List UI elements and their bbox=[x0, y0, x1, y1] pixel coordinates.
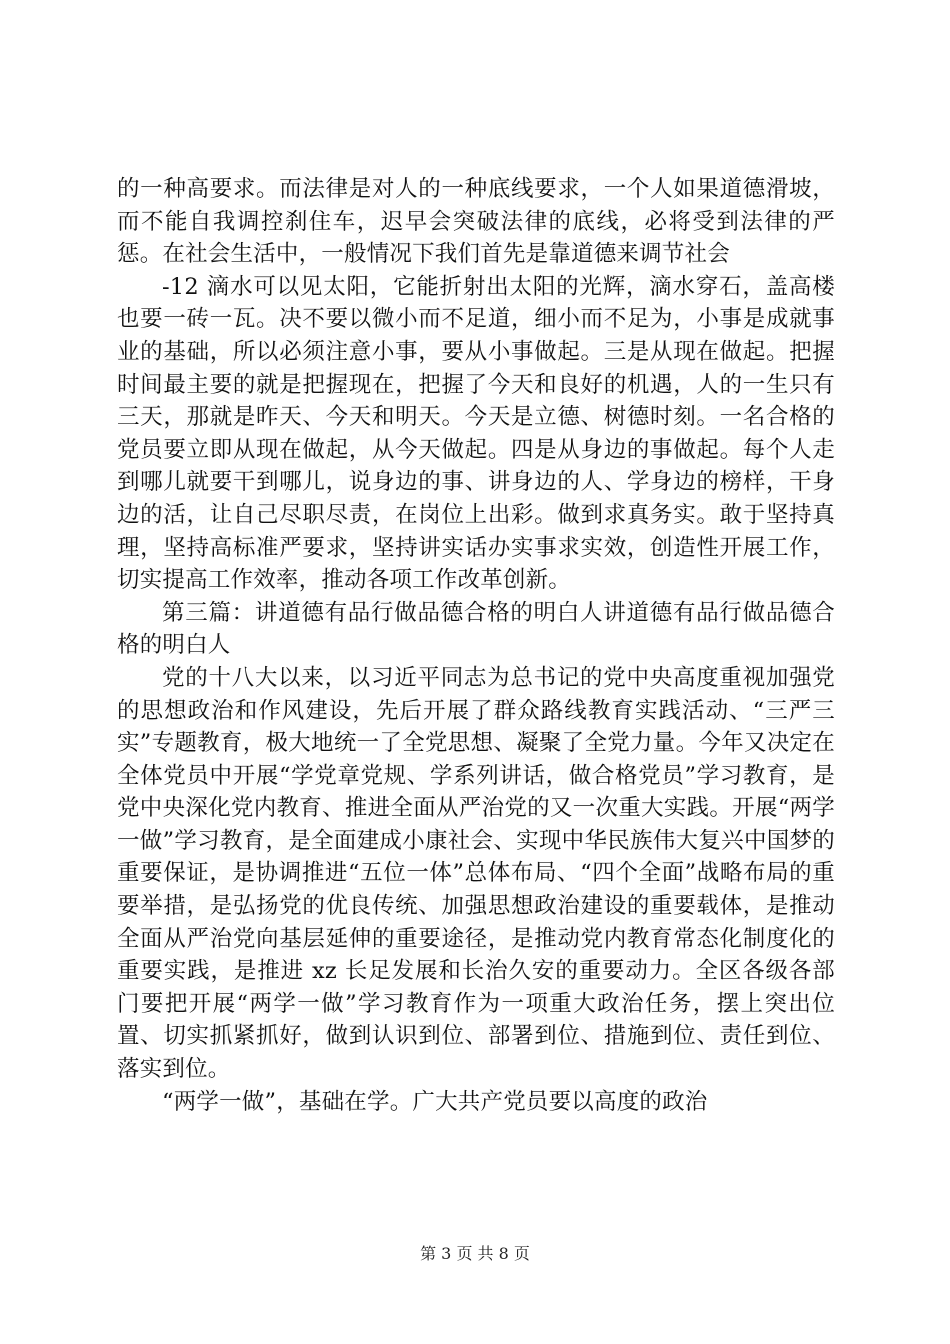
document-body bbox=[117, 173, 835, 1118]
page-footer: 第 3 页 共 8 页 bbox=[420, 1244, 530, 1263]
section-heading-3: 第三篇：讲道德有品行做品德合格的明白人讲道德有品行做品德合格的明白人 bbox=[117, 599, 835, 659]
paragraph-2: -12 滴水可以见太阳，它能折射出太阳的光辉，滴水穿石，盖高楼也要一砖一瓦。决不要以微小而不足道，细小而不足为，小事是成就事业的基础，所以必须注意小事，要从小事做起。三是从现在做起。把握时间最主要的就是把握现在，把握了今天和良好的机遇，人的一生只有三天，那就是昨天、今天和明天。今天是立德、树德时刻。一名合格的党员要立即从现在做起，从今天做起。四是从身边的事做起。每个人走到哪儿就要干到哪儿，说身边的事、讲身边的人、学身边的榜样，干身边的活，让自己尽职尽责，在岗位上出彩。做到求真务实。敢于坚持真理，坚持高标准严要求，坚持讲实话办实事求实效，创造性开展工作，切实提高工作效率，推动各项工作改革创新。 bbox=[117, 273, 835, 594]
paragraph-5: “两学一做”，基础在学。广大共产党员要以高度的政治 bbox=[162, 1088, 708, 1115]
paragraph-4: 党的十八大以来，以习近平同志为总书记的党中央高度重视加强党的思想政治和作风建设，先后开展了群众路线教育实践活动、“三严三实”专题教育，极大地统一了全党思想、凝聚了全党力量。今年又决定在全体党员中开展“学党章党规、学系列讲话，做合格党员”学习教育，是党中央深化党内教育、推进全面从严治党的又一次重大实践。开展“两学一做”学习教育，是全面建成小康社会、实现中华民族伟大复兴中国梦的重要保证，是协调推进“五位一体”总体布局、“四个全面”战略布局的重要举措，是弘扬党的优良传统、加强思想政治建设的重要载体，是推动全面从严治党向基层延伸的重要途径，是推动党内教育常态化制度化的重要实践，是推进 xz 长足发展和长治久安的重要动力。全区各级各部门要把开展“两学一做”学习教育作为一项重大政治任务，摆上突出位置、切实抓紧抓好，做到认识到位、部署到位、措施到位、责任到位、落实到位。 bbox=[117, 664, 835, 1083]
paragraph-1: 的一种高要求。而法律是对人的一种底线要求，一个人如果道德滑坡，而不能自我调控刹住车，迟早会突破法律的底线，必将受到法律的严惩。在社会生活中，一般情况下我们首先是靠道德来调节社会 bbox=[117, 176, 835, 268]
